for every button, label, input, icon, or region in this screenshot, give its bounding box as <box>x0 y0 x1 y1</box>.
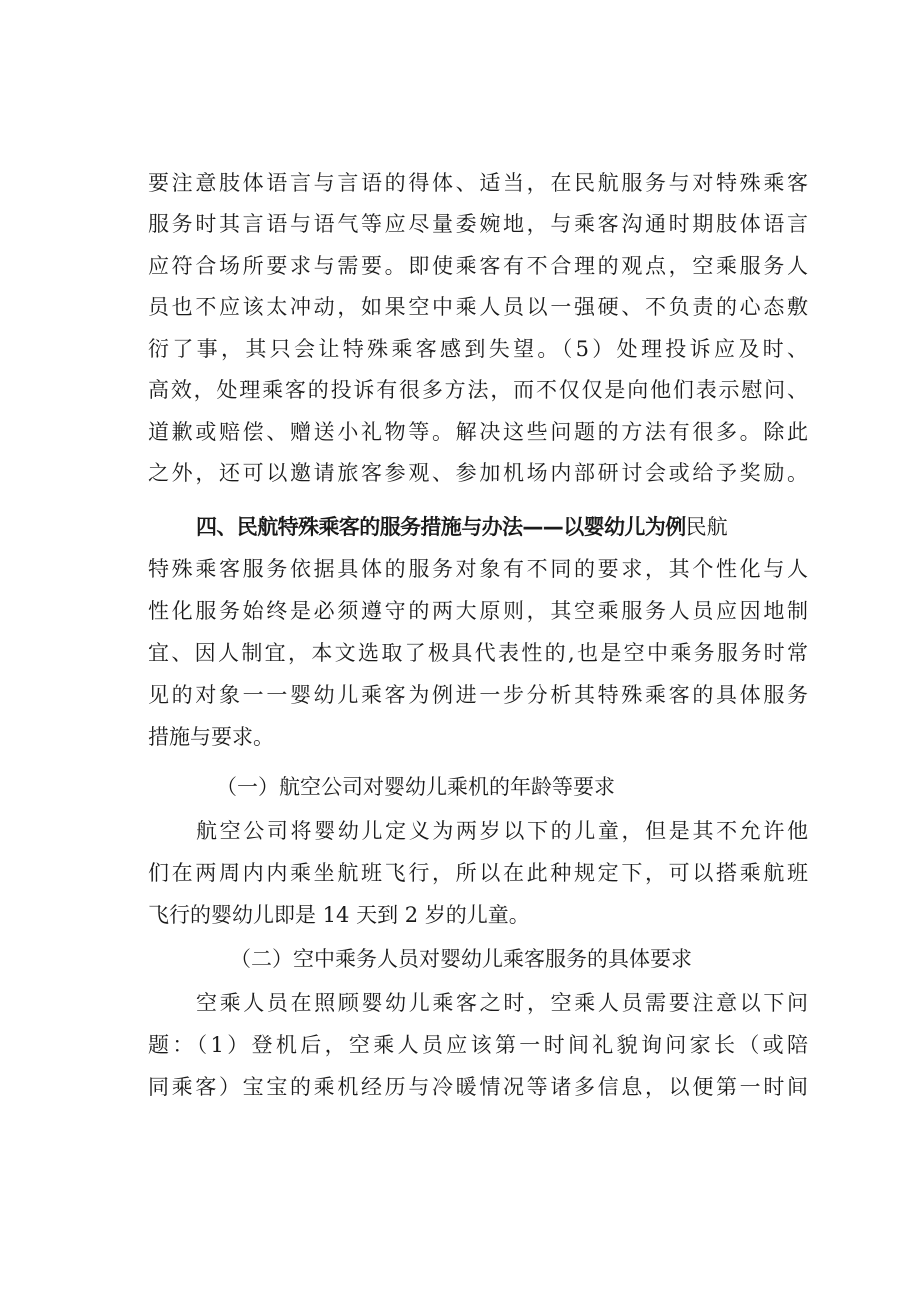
paragraph-line: 员也不应该太冲动，如果空中乘人员以一强硬、不负责的心态敷 <box>148 295 808 319</box>
paragraph-line: 措施与要求。 <box>148 725 274 749</box>
paragraph-line: 航空公司将婴幼儿定义为两岁以下的儿童，但是其不允许他 <box>196 819 808 843</box>
paragraph-line: 同乘客）宝宝的乘机经历与冷暖情况等诸多信息，以便第一时间 <box>148 1075 808 1099</box>
paragraph-line: 服务时其言语与语气等应尽量委婉地，与乘客沟通时期肢体语言 <box>148 212 808 236</box>
paragraph-line: 特殊乘客服务依据具体的服务对象有不同的要求，其个性化与人 <box>148 557 808 581</box>
paragraph-line: 性化服务始终是必须遵守的两大原则，其空乘服务人员应因地制 <box>148 599 808 623</box>
paragraph-line: 道歉或赔偿、赠送小礼物等。解决这些问题的方法有很多。除此 <box>148 420 808 444</box>
paragraph-line: 应符合场所要求与需要。即使乘客有不合理的观点，空乘服务人 <box>148 254 808 278</box>
section-heading-line <box>196 512 808 542</box>
paragraph-line: 见的对象一一婴幼儿乘客为例进一步分析其特殊乘客的具体服务 <box>148 683 808 707</box>
paragraph-line: 空乘人员在照顾婴幼儿乘客之时，空乘人员需要注意以下问 <box>196 991 808 1015</box>
paragraph-line: 高效，处理乘客的投诉有很多方法，而不仅仅是向他们表示慰问、 <box>148 378 808 402</box>
paragraph-line: 衍了事，其只会让特殊乘客感到失望。（5）处理投诉应及时、 <box>148 337 808 361</box>
paragraph-line: 之外，还可以邀请旅客参观、参加机场内部研讨会或给予奖励。 <box>148 461 808 485</box>
paragraph-line: 宜、因人制宜，本文选取了极具代表性的,也是空中乘务服务时常 <box>148 641 808 665</box>
section-body-start: 民航 <box>685 515 728 539</box>
paragraph-line: 们在两周内内乘坐航班飞行，所以在此种规定下，可以搭乘航班 <box>148 861 808 885</box>
paragraph-line: 题：（1）登机后，空乘人员应该第一时间礼貌询问家长（或陪 <box>148 1033 808 1057</box>
paragraph-line: 要注意肢体语言与言语的得体、适当，在民航服务与对特殊乘客 <box>148 171 808 195</box>
section-heading: 四、民航特殊乘客的服务措施与办法——以婴幼儿为例 <box>196 515 686 539</box>
paragraph-line: 飞行的婴幼儿即是 14 天到 2 岁的儿童。 <box>148 903 530 927</box>
subsection-title: （一）航空公司对婴幼儿乘机的年龄等要求 <box>216 775 615 799</box>
subsection-title: （二）空中乘务人员对婴幼儿乘客服务的具体要求 <box>230 947 692 971</box>
